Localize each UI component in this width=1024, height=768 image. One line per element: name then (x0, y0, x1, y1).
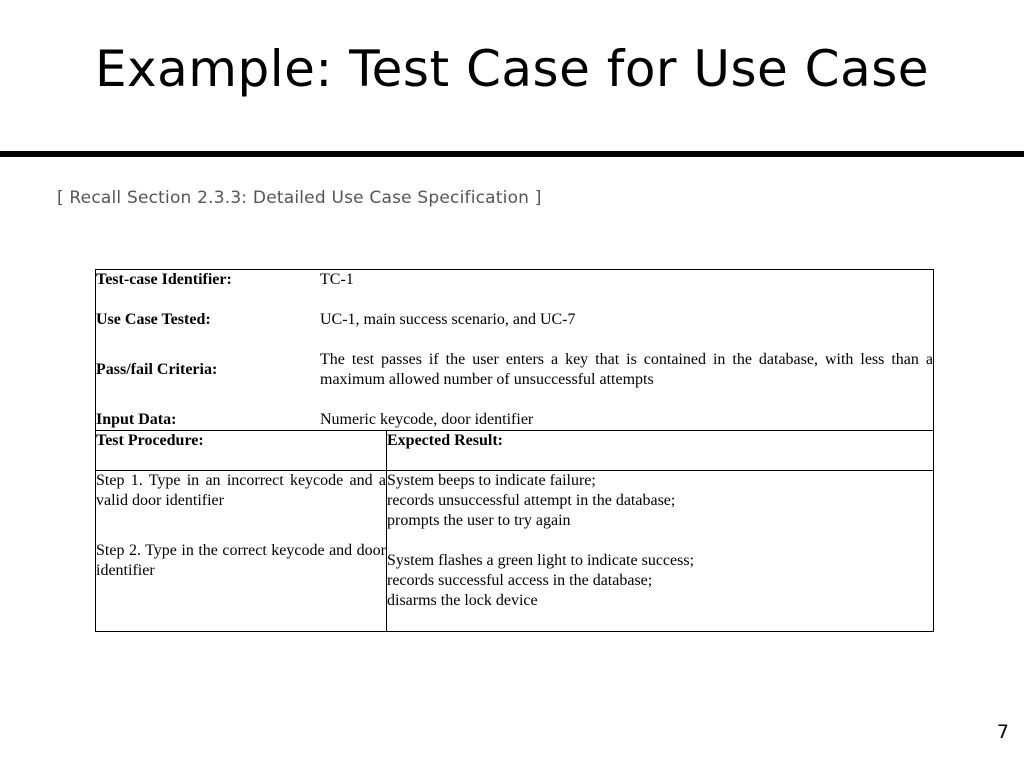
identifier-label: Test-case Identifier: (96, 271, 232, 288)
result-line: records unsuccessful attempt in the database; (387, 492, 676, 509)
result-line: System beeps to indicate failure; (387, 472, 596, 489)
use-case-label: Use Case Tested: (96, 311, 211, 328)
slide-title: Example: Test Case for Use Case (94, 40, 930, 98)
procedure-header: Test Procedure: (96, 431, 387, 471)
result-line: prompts the user to try again (387, 512, 571, 529)
steps-row (96, 471, 934, 632)
result-line: System flashes a green light to indicate success; (387, 552, 695, 569)
slide-subtitle: [ Recall Section 2.3.3: Detailed Use Case Specification ] (57, 188, 542, 208)
criteria-label: Pass/fail Criteria: (96, 361, 218, 378)
procedure-step-2: Step 2. Type in the correct keycode and door identifier (96, 542, 386, 579)
criteria-value: The test passes if the user enters a key that is contained in the database, with less than a maximum allowed number of unsuccessful attempts (320, 351, 933, 388)
result-line: records successful access in the database; (387, 572, 653, 589)
test-case-header-row (96, 270, 934, 431)
identifier-row (96, 270, 933, 290)
procedure-cell (96, 471, 387, 632)
result-step-2 (387, 551, 933, 611)
result-step-1 (387, 471, 933, 531)
identifier-value: TC-1 (320, 271, 354, 288)
result-header: Expected Result: (387, 431, 934, 471)
input-data-label: Input Data: (96, 411, 177, 428)
input-data-row (96, 410, 933, 430)
test-case-details (96, 270, 934, 431)
page-number: 7 (996, 721, 1009, 743)
use-case-value: UC-1, main success scenario, and UC-7 (320, 311, 576, 328)
criteria-row (96, 350, 933, 390)
result-line: disarms the lock device (387, 592, 538, 609)
result-cell (387, 471, 934, 632)
column-header-row (96, 431, 934, 471)
input-data-value: Numeric keycode, door identifier (320, 411, 534, 428)
test-case-table (95, 269, 934, 632)
procedure-step-1: Step 1. Type in an incorrect keycode and a valid door identifier (96, 472, 386, 509)
title-divider (0, 151, 1024, 157)
use-case-row (96, 310, 933, 330)
